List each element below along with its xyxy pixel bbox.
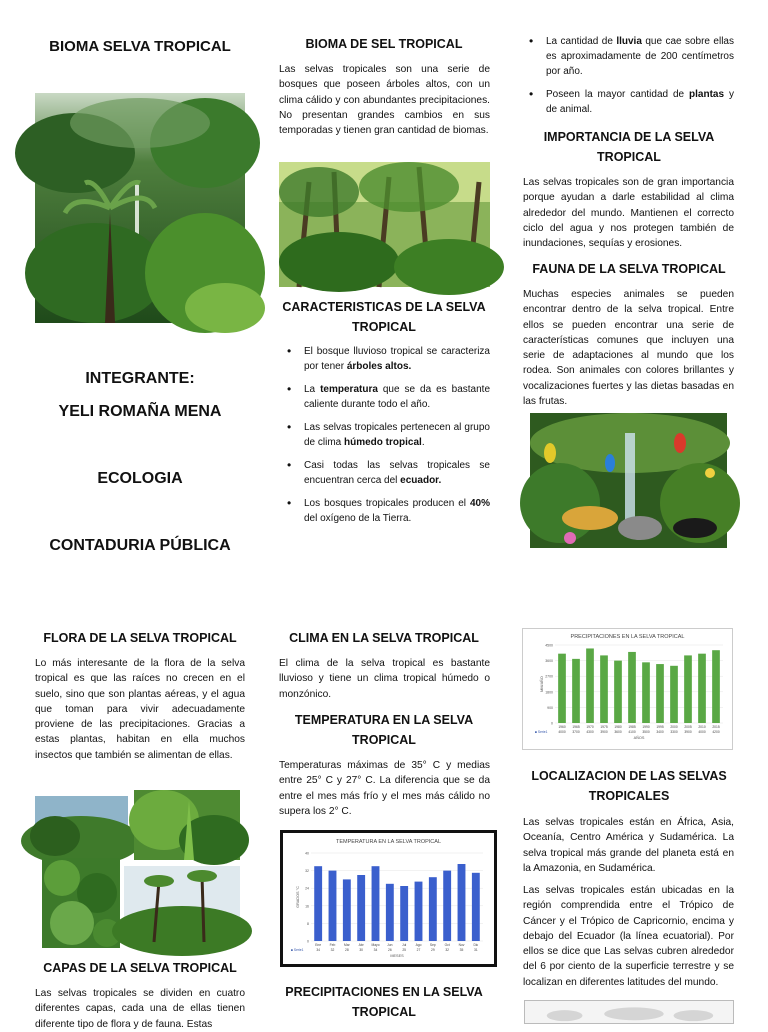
table-value-label: 25: [402, 948, 407, 952]
bar: [572, 659, 580, 723]
bar: [415, 882, 423, 941]
x-tick-label: 2015: [712, 725, 720, 729]
table-value-label: 29: [430, 948, 435, 952]
y-tick-label: 3600: [545, 659, 553, 664]
bar: [372, 866, 380, 941]
table-value-label: 32: [445, 948, 450, 952]
bar: [443, 871, 451, 941]
x-tick-label: 1985: [628, 725, 636, 729]
temperature-chart: [280, 830, 497, 967]
cover-title: BIOMA SELVA TROPICAL: [49, 38, 231, 55]
y-tick-label: 8: [307, 921, 309, 926]
x-tick-label: Jul: [402, 943, 407, 947]
bar: [614, 661, 622, 723]
x-tick-label: 2000: [670, 725, 678, 729]
x-tick-label: 2005: [684, 725, 692, 729]
bar: [400, 886, 408, 941]
table-value-label: 35: [459, 948, 464, 952]
table-value-label: 30: [359, 948, 364, 952]
table-value-label: 3400: [656, 730, 664, 734]
x-axis-label: AÑOS: [633, 736, 645, 740]
table-value-label: 3900: [600, 730, 608, 734]
temperature-chart-svg: [283, 833, 494, 964]
bioma-title: BIOMA DE SEL TROPICAL: [305, 37, 463, 51]
temperatura-text: Temperaturas máximas de 35° C y medias entre 25° C y 27° C. La diferencia que se da entre el mes más frío y el mes más cálido no supera los 2° C.: [279, 760, 490, 817]
x-axis-label: MESES: [390, 954, 404, 958]
x-tick-label: 2010: [698, 725, 706, 729]
rainforest-waterfall-image: [35, 93, 245, 323]
flora-image-4: [124, 866, 240, 942]
localizacion-text-1: Las selvas tropicales están en África, Asia, Oceanía, Centro América y Sudamérica. La selva tropical más grande del planeta está en la Amazonia, en Sudamérica.: [523, 817, 734, 874]
bar: [642, 662, 650, 723]
flora-text: Lo más interesante de la flora de la selva tropical es que las raíces no crecen en el suelo, sino que son plantas aéreas, y el agua que toman para vivir adecuadamente proviene de las precipitaciones. Gracias a estas plantas, habitan en ella muchos insectos que también se alimentan de ellas.: [35, 658, 245, 761]
bar: [600, 655, 608, 723]
caracteristicas-list: [282, 344, 490, 534]
localizacion-text-2: Las selvas tropicales están ubicadas en la región comprendida entre el Trópico de Cáncer y el Trópico de Capricornio, encima y debajo del Ecuador (la línea ecuatorial). Por ellos se dice que Las selvas cubren alrededor del 6 por ciento de la superficie terrestre y se localizan en diferentes latitudes del mundo.: [523, 885, 734, 988]
table-value-label: 27: [416, 948, 421, 952]
list-item: • La cantidad de lluvia que cae sobre ellas es aproximadamente de 200 centímetros por año.: [524, 34, 734, 79]
table-value-label: 34: [316, 948, 321, 952]
forest-canopy-image: [279, 162, 490, 287]
bar: [656, 664, 664, 723]
y-axis-label: MM/AÑO: [540, 676, 544, 692]
table-value-label: 32: [330, 948, 335, 952]
list-item: • Casi todas las selvas tropicales se encuentran cerca del ecuador.: [282, 458, 490, 488]
bar: [558, 654, 566, 723]
table-value-label: 4000: [698, 730, 706, 734]
fauna-title: FAUNA DE LA SELVA TROPICAL: [532, 262, 726, 276]
chart-title: PRECIPITACIONES EN LA SELVA TROPICAL: [570, 634, 685, 640]
table-value-label: 3500: [642, 730, 650, 734]
flora-title: FLORA DE LA SELVA TROPICAL: [43, 631, 237, 645]
bar: [429, 877, 437, 941]
table-value-label: 4000: [558, 730, 566, 734]
y-tick-label: 16: [305, 904, 309, 909]
list-item: • La temperatura que se da es bastante caliente durante todo el año.: [282, 382, 490, 412]
jungle-animals-image: [530, 413, 727, 548]
flora-image-2: [134, 790, 240, 860]
bar: [628, 652, 636, 723]
x-tick-label: 1965: [572, 725, 580, 729]
bar: [343, 879, 351, 941]
bar: [329, 871, 337, 941]
caracteristicas-title: CARACTERISTICAS DE LA SELVA TROPICAL: [282, 300, 486, 334]
bar: [386, 884, 394, 941]
x-tick-label: 1990: [642, 725, 650, 729]
x-tick-label: 1995: [656, 725, 664, 729]
lluvia-list: [524, 34, 734, 125]
bar: [684, 655, 692, 723]
x-tick-label: Dic: [473, 943, 479, 947]
x-tick-label: Ago: [415, 943, 422, 947]
world-map-image: [524, 1000, 734, 1024]
y-tick-label: 4500: [545, 643, 553, 648]
x-tick-label: Sep: [429, 943, 436, 947]
x-tick-label: Jun: [387, 943, 393, 947]
table-value-label: 28: [344, 948, 349, 952]
localizacion-title: LOCALIZACION DE LAS SELVAS TROPICALES: [531, 769, 727, 803]
table-value-label: 3600: [614, 730, 622, 734]
x-tick-label: Feb: [329, 943, 336, 947]
y-tick-label: 0: [307, 939, 309, 944]
precipitation-chart-svg: [523, 629, 732, 749]
series-label: ■ Serie1: [291, 948, 304, 952]
program-name: CONTADURIA PÚBLICA: [49, 537, 231, 554]
series-label: ■ Serie1: [535, 730, 548, 734]
y-tick-label: 1800: [545, 690, 553, 695]
precipitaciones-title: PRECIPITACIONES EN LA SELVA TROPICAL: [285, 985, 483, 1019]
bioma-intro: Las selvas tropicales son una serie de bosques que poseen árboles altos, con un clima cálido y con abundantes precipitaciones. No presentan grandes cambios en sus temporadas y tienen gran cantidad de biomas.: [279, 64, 490, 137]
y-tick-label: 40: [305, 851, 309, 856]
flora-image-3: [42, 858, 120, 948]
bar: [712, 650, 720, 723]
x-tick-label: 1970: [586, 725, 594, 729]
bar: [357, 875, 365, 941]
subject-name: ECOLOGIA: [97, 470, 183, 487]
list-item: • Las selvas tropicales pertenecen al grupo de clima húmedo tropical.: [282, 420, 490, 450]
y-tick-label: 2700: [545, 674, 553, 679]
importancia-text: Las selvas tropicales son de gran importancia porque ayudan a darle estabilidad al clima alrededor del mundo. Mantienen el correcto ciclo del agua y nos protegen también de inundaciones, sequías y erosiones.: [523, 177, 734, 250]
y-tick-label: 0: [551, 721, 553, 726]
bar: [472, 873, 480, 941]
integrante-name: YELI ROMAÑA MENA: [58, 403, 222, 420]
chart-title: TEMPERATURA EN LA SELVA TROPICAL: [335, 839, 442, 845]
capas-title: CAPAS DE LA SELVA TROPICAL: [43, 961, 237, 975]
list-item: • Poseen la mayor cantidad de plantas y de animal.: [524, 87, 734, 117]
x-tick-label: 1980: [614, 725, 622, 729]
x-tick-label: Oct: [444, 943, 450, 947]
table-value-label: 31: [473, 948, 478, 952]
precipitation-chart: [522, 628, 733, 750]
x-tick-label: 1975: [600, 725, 608, 729]
bar: [458, 864, 466, 941]
importancia-title: IMPORTANCIA DE LA SELVA TROPICAL: [543, 130, 715, 164]
table-value-label: 3700: [572, 730, 580, 734]
y-tick-label: 900: [547, 705, 553, 710]
integrante-label: INTEGRANTE:: [85, 370, 195, 387]
x-tick-label: Mar: [343, 943, 350, 947]
y-tick-label: 32: [305, 869, 309, 874]
flora-image-1: [35, 796, 128, 851]
x-tick-label: Mayo: [371, 943, 380, 947]
table-value-label: 4100: [628, 730, 636, 734]
clima-text: El clima de la selva tropical es bastante lluvioso y tiene un clima tropical húmedo o monzónico.: [279, 658, 490, 700]
capas-text: Las selvas tropicales se dividen en cuatro diferentes capas, cada una de ellas tienen diferente tipo de flora y de fauna. Estas: [35, 988, 245, 1030]
bar: [698, 654, 706, 723]
x-tick-label: Nov: [458, 943, 465, 947]
temperatura-title: TEMPERATURA EN LA SELVA TROPICAL: [294, 713, 474, 747]
table-value-label: 3900: [684, 730, 692, 734]
table-value-label: 3300: [670, 730, 678, 734]
list-item: • El bosque lluvioso tropical se caracteriza por tener árboles altos.: [282, 344, 490, 374]
bar: [670, 666, 678, 723]
x-tick-label: 1960: [558, 725, 566, 729]
table-value-label: 34: [373, 948, 378, 952]
list-item: • Los bosques tropicales producen el 40% del oxígeno de la Tierra.: [282, 496, 490, 526]
bar: [586, 648, 594, 723]
bar: [314, 866, 322, 941]
fauna-text: Muchas especies animales se pueden encontrar dentro de la selva tropical. Entre ellos se pueden encontrar una serie de características comunes que incluyen una serie de adaptaciones al mundo que los rodea. Son animales con colores brillantes y vocalizaciones fuertes y las dietas basadas en las frutas.: [523, 289, 734, 408]
table-value-label: 4200: [712, 730, 720, 734]
table-value-label: 26: [387, 948, 392, 952]
clima-title: CLIMA EN LA SELVA TROPICAL: [289, 631, 479, 645]
table-value-label: 4300: [586, 730, 594, 734]
y-axis-label: GRADOS °C: [296, 886, 300, 908]
y-tick-label: 24: [305, 886, 309, 891]
x-tick-label: Ene: [315, 943, 322, 947]
x-tick-label: Abr: [358, 943, 364, 947]
